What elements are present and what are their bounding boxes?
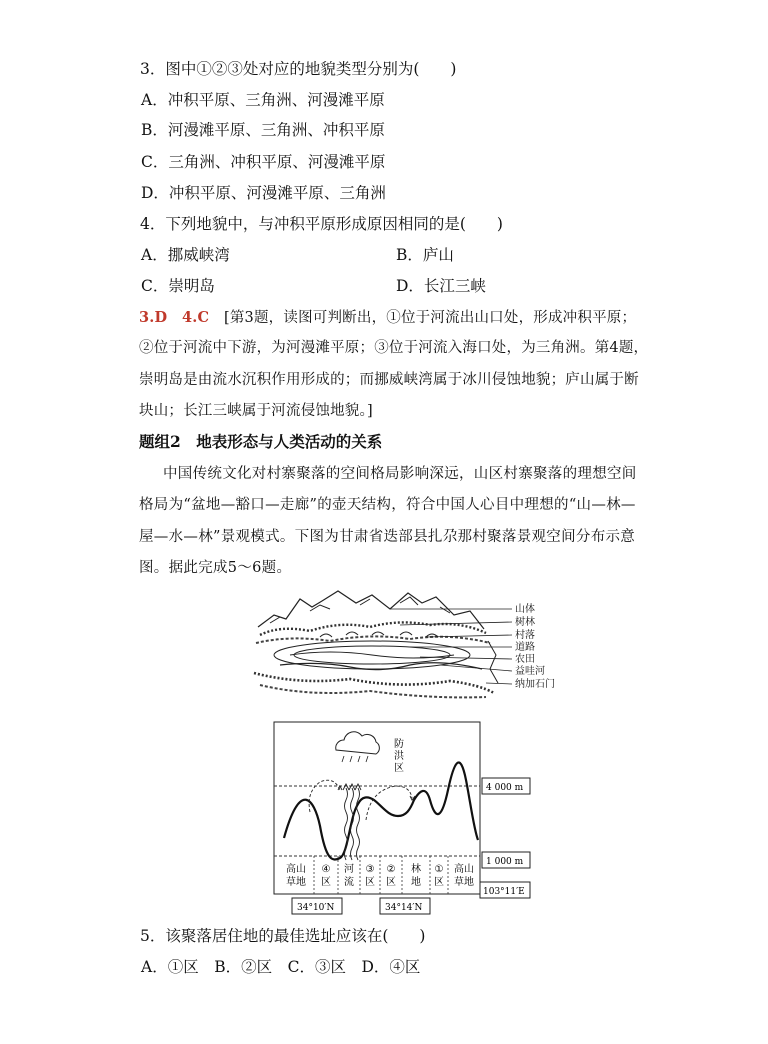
passage-line-1: 中国传统文化对村寨聚落的空间格局影响深远，山区村寨聚落的理想空间 bbox=[163, 466, 637, 482]
label-river: 益哇河 bbox=[515, 666, 545, 677]
zone-4-line-2: 区 bbox=[365, 877, 375, 888]
q4-option-a: A．挪威峡湾 bbox=[141, 246, 230, 264]
longitude-label: 103°11′E bbox=[483, 887, 525, 897]
zone-dividers bbox=[314, 856, 448, 894]
label-village: 村落 bbox=[515, 630, 535, 641]
zone-6-line-1: 林 bbox=[411, 864, 421, 875]
q5-options: A．①区 B．②区 C．③区 D．④区 bbox=[141, 958, 421, 976]
q4-option-b: B．庐山 bbox=[396, 246, 454, 264]
answer-explanation-1: [第3题，读图可判断出，①位于河流出山口处，形成冲积平原； bbox=[224, 310, 637, 326]
answer-line-4: 块山；长江三峡属于河流侵蚀地貌。] bbox=[139, 403, 373, 419]
answer-line-2: ②位于河流中下游，为河漫滩平原；③位于河流入海口处，为三角洲。第4题， bbox=[139, 340, 649, 356]
elevation-low-label: 1 000 m bbox=[486, 857, 524, 867]
latitude-left-label: 34°10′N bbox=[297, 903, 335, 913]
zone-3-line-1: 河 bbox=[344, 864, 354, 875]
answer-line-3: 崇明岛是由流水沉积作用形成的；而挪威峡湾属于冰川侵蚀地貌；庐山属于断 bbox=[139, 372, 639, 388]
question-3-stem: 3．图中①②③处对应的地貌类型分别为( ) bbox=[140, 60, 457, 78]
zone-8-line-1: 高山 bbox=[454, 864, 474, 875]
zone-4-line-1: ③ bbox=[365, 864, 375, 875]
zone-7-line-1: ① bbox=[434, 864, 444, 875]
passage-line-4: 图。据此完成5～6题。 bbox=[139, 560, 292, 576]
zone-1-line-1: 高山 bbox=[286, 864, 306, 875]
answer-key: 3.D 4.C bbox=[139, 309, 210, 326]
zone-1-line-2: 草地 bbox=[286, 877, 306, 888]
q4-option-c: C．崇明岛 bbox=[141, 277, 215, 295]
zone-5-line-1: ② bbox=[386, 864, 396, 875]
label-forest: 树林 bbox=[515, 617, 535, 628]
terrain-profile bbox=[284, 762, 478, 859]
question-4-stem: 4．下列地貌中，与冲积平原形成原因相同的是( ) bbox=[140, 215, 503, 233]
q3-option-d: D．冲积平原、河漫滩平原、三角洲 bbox=[141, 184, 386, 202]
zone-8-line-2: 草地 bbox=[454, 877, 474, 888]
question-5-stem: 5．该聚落居住地的最佳选址应该在( ) bbox=[140, 927, 426, 945]
label-gate: 纳加石门 bbox=[515, 679, 555, 690]
zone-7-line-2: 区 bbox=[434, 877, 444, 888]
q3-option-b: B．河漫滩平原、三角洲、冲积平原 bbox=[141, 121, 385, 139]
zone-2-line-2: 区 bbox=[321, 877, 331, 888]
passage-line-3: 屋—水—林”景观模式。下图为甘肃省迭部县扎尕那村聚落景观空间分布示意 bbox=[139, 529, 636, 545]
zone-6-line-2: 地 bbox=[411, 877, 421, 888]
cross-section-figure bbox=[270, 720, 540, 916]
zone-2-line-1: ④ bbox=[321, 864, 331, 875]
landscape-sketch bbox=[254, 591, 498, 697]
passage-line-2: 格局为“盆地—豁口—走廊”的壶天结构，符合中国人心目中理想的“山—林— bbox=[139, 497, 636, 513]
latitude-right-label: 34°14′N bbox=[385, 903, 423, 913]
label-farmland: 农田 bbox=[515, 654, 535, 665]
zone-5-line-2: 区 bbox=[386, 877, 396, 888]
flood-zone-char-2: 洪 bbox=[394, 751, 404, 762]
q4-option-d: D．长江三峡 bbox=[396, 277, 486, 295]
label-road: 道路 bbox=[515, 642, 535, 653]
label-mountain: 山体 bbox=[515, 604, 535, 615]
section-title: 题组2 地表形态与人类活动的关系 bbox=[139, 432, 383, 451]
landscape-figure bbox=[250, 585, 560, 703]
flood-zone-char-1: 防 bbox=[394, 739, 404, 750]
flood-zone-char-3: 区 bbox=[394, 763, 404, 774]
cloud-icon bbox=[336, 732, 380, 762]
q3-option-a: A．冲积平原、三角洲、河漫滩平原 bbox=[141, 91, 385, 109]
zone-3-line-2: 流 bbox=[344, 877, 354, 888]
elevation-high-label: 4 000 m bbox=[486, 783, 524, 793]
answer-line-1 bbox=[139, 308, 636, 328]
q3-option-c: C．三角洲、冲积平原、河漫滩平原 bbox=[141, 153, 386, 171]
